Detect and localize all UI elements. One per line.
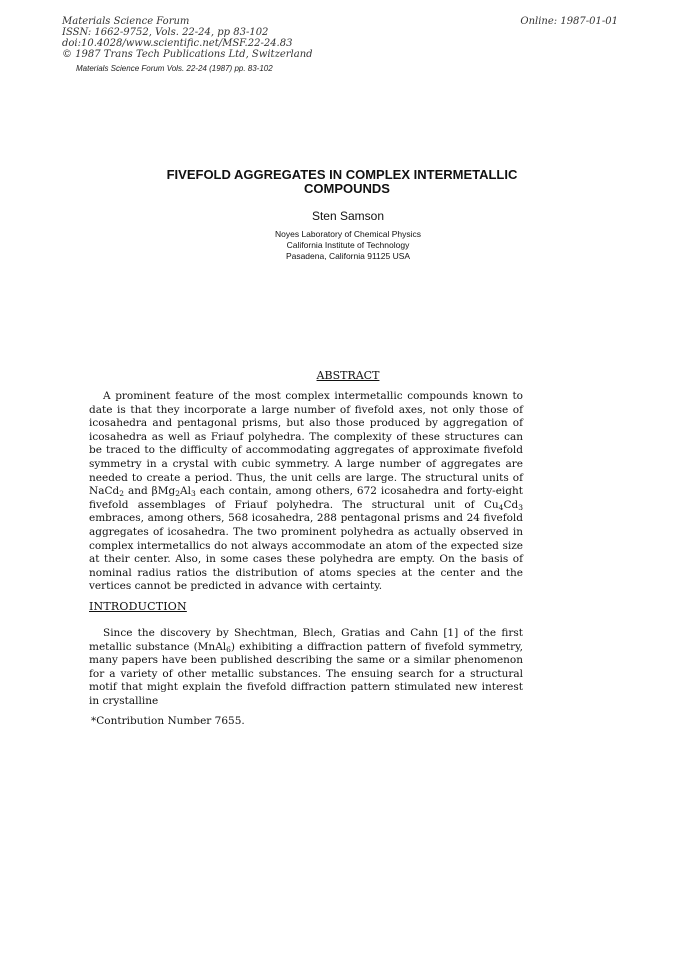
abstract-sub-1: 2: [119, 489, 124, 499]
abstract-text-6: embraces, among others, 568 icosahedra, 288 pentagonal prisms and 24 fivefold aggregates of icosahedra. The two prominent polyhedra as actually observed in complex intermetallics do not always accommodate an atom of the expected size at their center. Also, in some cases these polyhedra are empty. On the basis of nominal radius ratios the distribution of atoms species at the center and the vertices cannot be predicted in advance with certainty.: [89, 512, 523, 593]
intro-text-1: Since the discovery by Shechtman, Blech, Gratias and Cahn [1] of the first metallic substance (MnAl: [89, 627, 523, 653]
affiliation-line-1: Noyes Laboratory of Chemical Physics: [275, 229, 421, 239]
abstract-sub-5: 3: [518, 502, 523, 512]
abstract-sub-2: 2: [175, 489, 180, 499]
affiliation-line-2: California Institute of Technology: [286, 240, 410, 250]
abstract-sub-4: 4: [498, 502, 504, 512]
author-name: Sten Samson: [311, 209, 385, 223]
introduction-body: [89, 627, 523, 709]
abstract-body: [89, 390, 523, 594]
affiliation: [0, 229, 678, 262]
introduction-heading: INTRODUCTION: [89, 600, 187, 613]
online-date: Online: 1987-01-01: [520, 16, 618, 27]
intro-sub-1: 6: [226, 644, 231, 654]
paper-title: [0, 168, 678, 196]
abstract-sub-3: 3: [190, 489, 196, 499]
meta-line-doi[interactable]: doi:10.4028/www.scientific.net/MSF.22-24.83: [62, 38, 293, 49]
meta-line-issn: ISSN: 1662-9752, Vols. 22-24, pp 83-102: [62, 27, 269, 38]
title-line-1: FIVEFOLD AGGREGATES IN COMPLEX INTERMETALLIC: [166, 167, 518, 182]
journal-running-line: Materials Science Forum Vols. 22-24 (1987) pp. 83-102: [76, 64, 273, 73]
footnote: *Contribution Number 7655.: [91, 715, 245, 727]
title-line-2: COMPOUNDS: [304, 181, 390, 196]
abstract-text-4: each contain, among others, 672 icosahedra and forty-eight fivefold assemblages of Friauf polyhedra. The structural unit of Cu: [89, 485, 523, 511]
abstract-paragraph: [89, 390, 523, 594]
abstract-text-3: Al: [180, 485, 191, 498]
abstract-heading: [0, 369, 678, 382]
meta-line-copyright: © 1987 Trans Tech Publications Ltd, Switzerland: [62, 49, 313, 60]
affiliation-line-3: Pasadena, California 91125 USA: [285, 251, 411, 261]
publication-meta: [62, 16, 313, 60]
intro-text-2: ) exhibiting a diffraction pattern of fivefold symmetry, many papers have been published describing the same or a similar phenomenon for a variety of other metallic substances. The ensuing search for a structural motif that might explain the fivefold diffraction pattern stimulated new interest in crystalline: [89, 640, 523, 707]
introduction-paragraph: [89, 627, 523, 709]
abstract-text-5: Cd: [503, 498, 519, 511]
abstract-text-2: and βMg: [123, 485, 176, 498]
abstract-heading-text: ABSTRACT: [316, 369, 380, 382]
meta-line-journal: Materials Science Forum: [62, 16, 190, 27]
abstract-text-1: A prominent feature of the most complex intermetallic compounds known to date is that they incorporate a large number of fivefold axes, not only those of icosahedra and pentagonal prisms, but also those produced by aggregation of icosahedra as well as Friauf polyhedra. The complexity of these structures can be traced to the difficulty of accommodating aggregates of approximate fivefold symmetry in a crystal with cubic symmetry. A large number of aggregates are needed to create a period. Thus, the unit cells are large. The structural units of NaCd: [89, 390, 523, 498]
